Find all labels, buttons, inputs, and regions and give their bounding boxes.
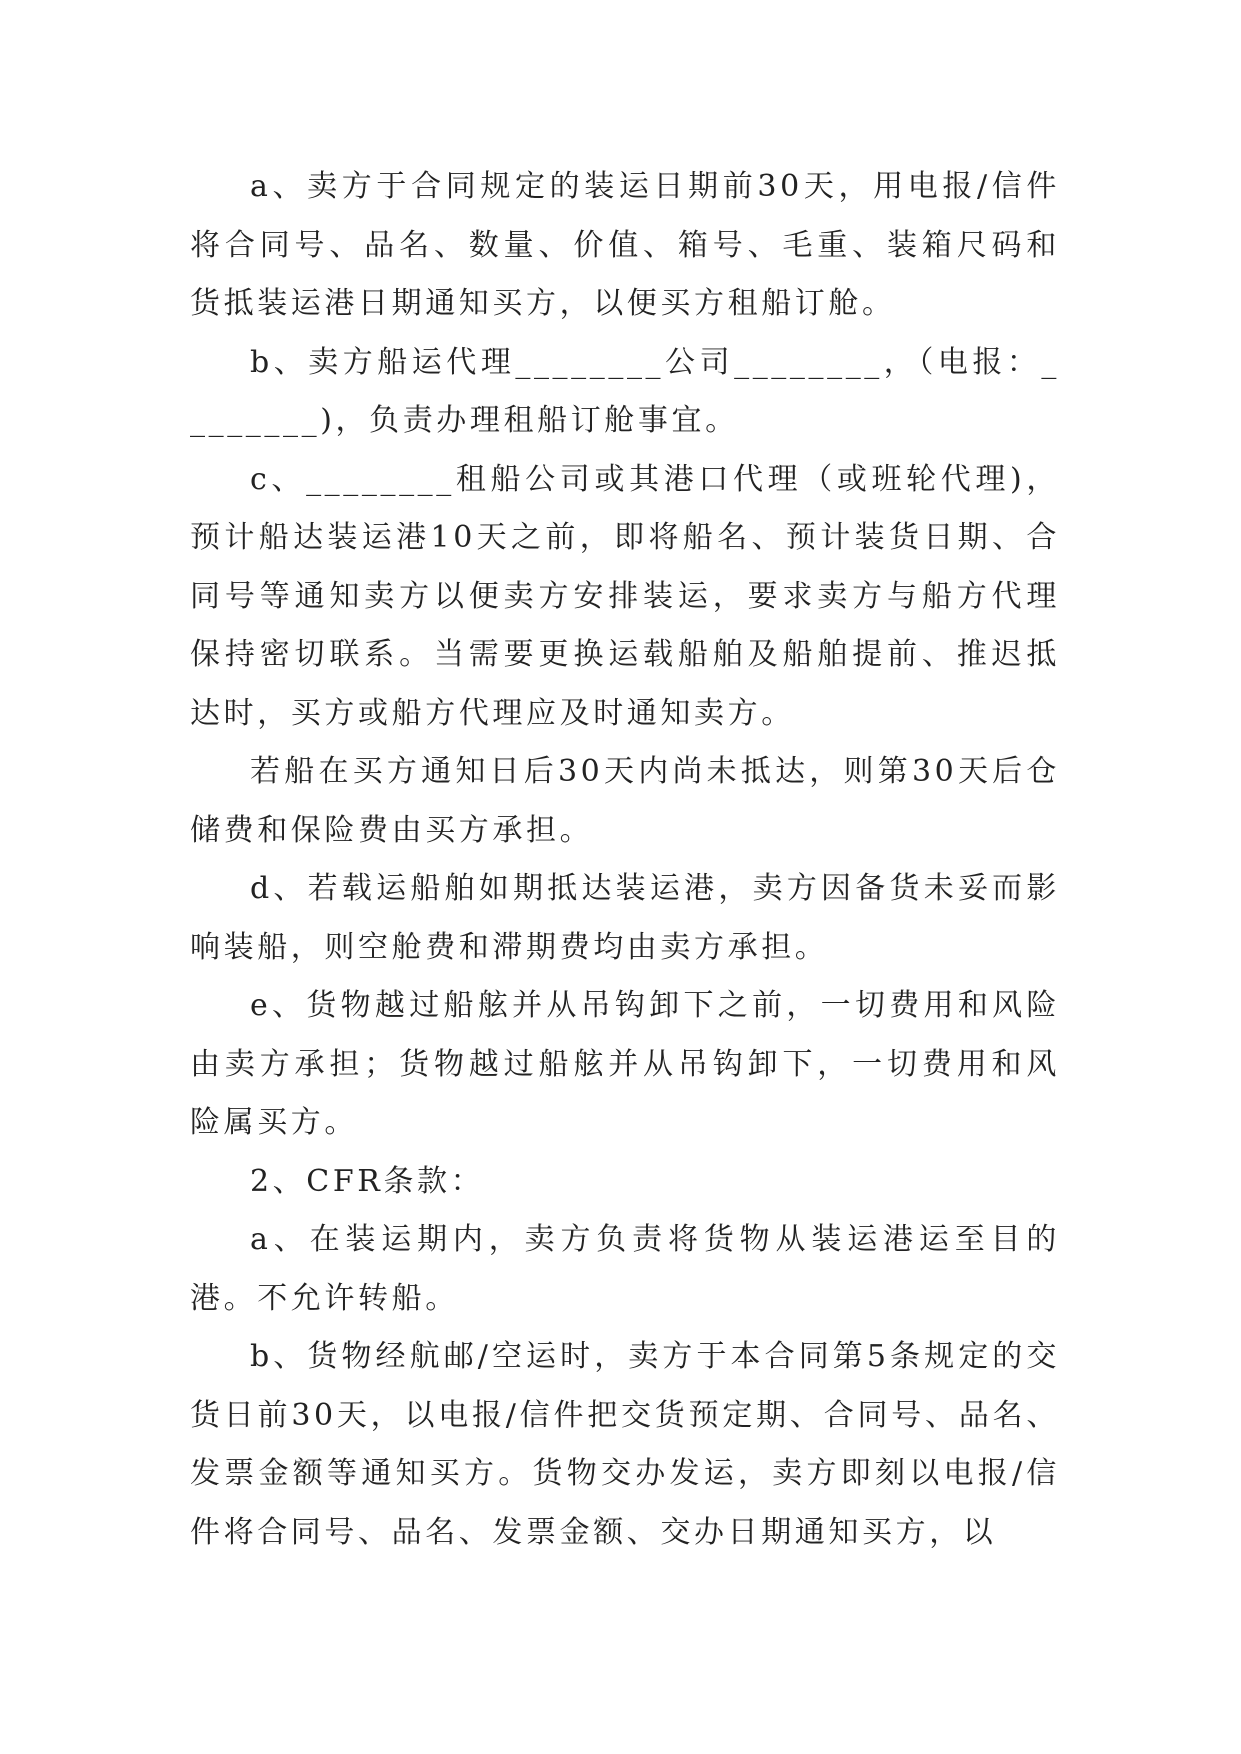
section-heading-cfr: 2、CFR条款： [250,1163,485,1199]
paragraph-a-shipping-notice: a、卖方于合同规定的装运日期前30天，用电报/信件将合同号、品名、数量、价值、箱号、毛重、装箱尺码和货抵装运港日期通知买方，以便买方租船订舱。 [190,169,1060,321]
paragraph-c-charter-company: c、________租船公司或其港口代理（或班轮代理)，预计船达装运港10天之前，即将船名、预计装货日期、合同号等通知卖方以便卖方安排装运，要求卖方与船方代理保持密切联系。当需要更换运载船舶及船舶提前、推迟抵达时，买方或船方代理应及时通知卖方。 [190,461,1060,731]
paragraph-cfr-b-air-mail: b、货物经航邮/空运时，卖方于本合同第5条规定的交货日前30天，以电报/信件把交货预定期、合同号、品名、发票金额等通知买方。货物交办发运，卖方即刻以电报/信件将合同号、品名、发票金额、交办日期通知买方，以 [190,1339,1060,1550]
paragraph-e-risk-transfer: e、货物越过船舷并从吊钩卸下之前，一切费用和风险由卖方承担；货物越过船舷并从吊钩卸下，一切费用和风险属买方。 [190,988,1060,1140]
paragraph-storage-insurance: 若船在买方通知日后30天内尚未抵达，则第30天后仓储费和保险费由买方承担。 [190,754,1060,848]
document-body [190,158,1060,1562]
paragraph-d-dead-freight: d、若载运船舶如期抵达装运港，卖方因备货未妥而影响装船，则空舱费和滞期费均由卖方承担。 [190,871,1060,965]
paragraph-b-shipping-agent: b、卖方船运代理________公司________，（电报：________)，负责办理租船订舱事宜。 [190,344,1060,438]
paragraph-cfr-a-transport: a、在装运期内，卖方负责将货物从装运港运至目的港。不允许转船。 [190,1222,1060,1316]
